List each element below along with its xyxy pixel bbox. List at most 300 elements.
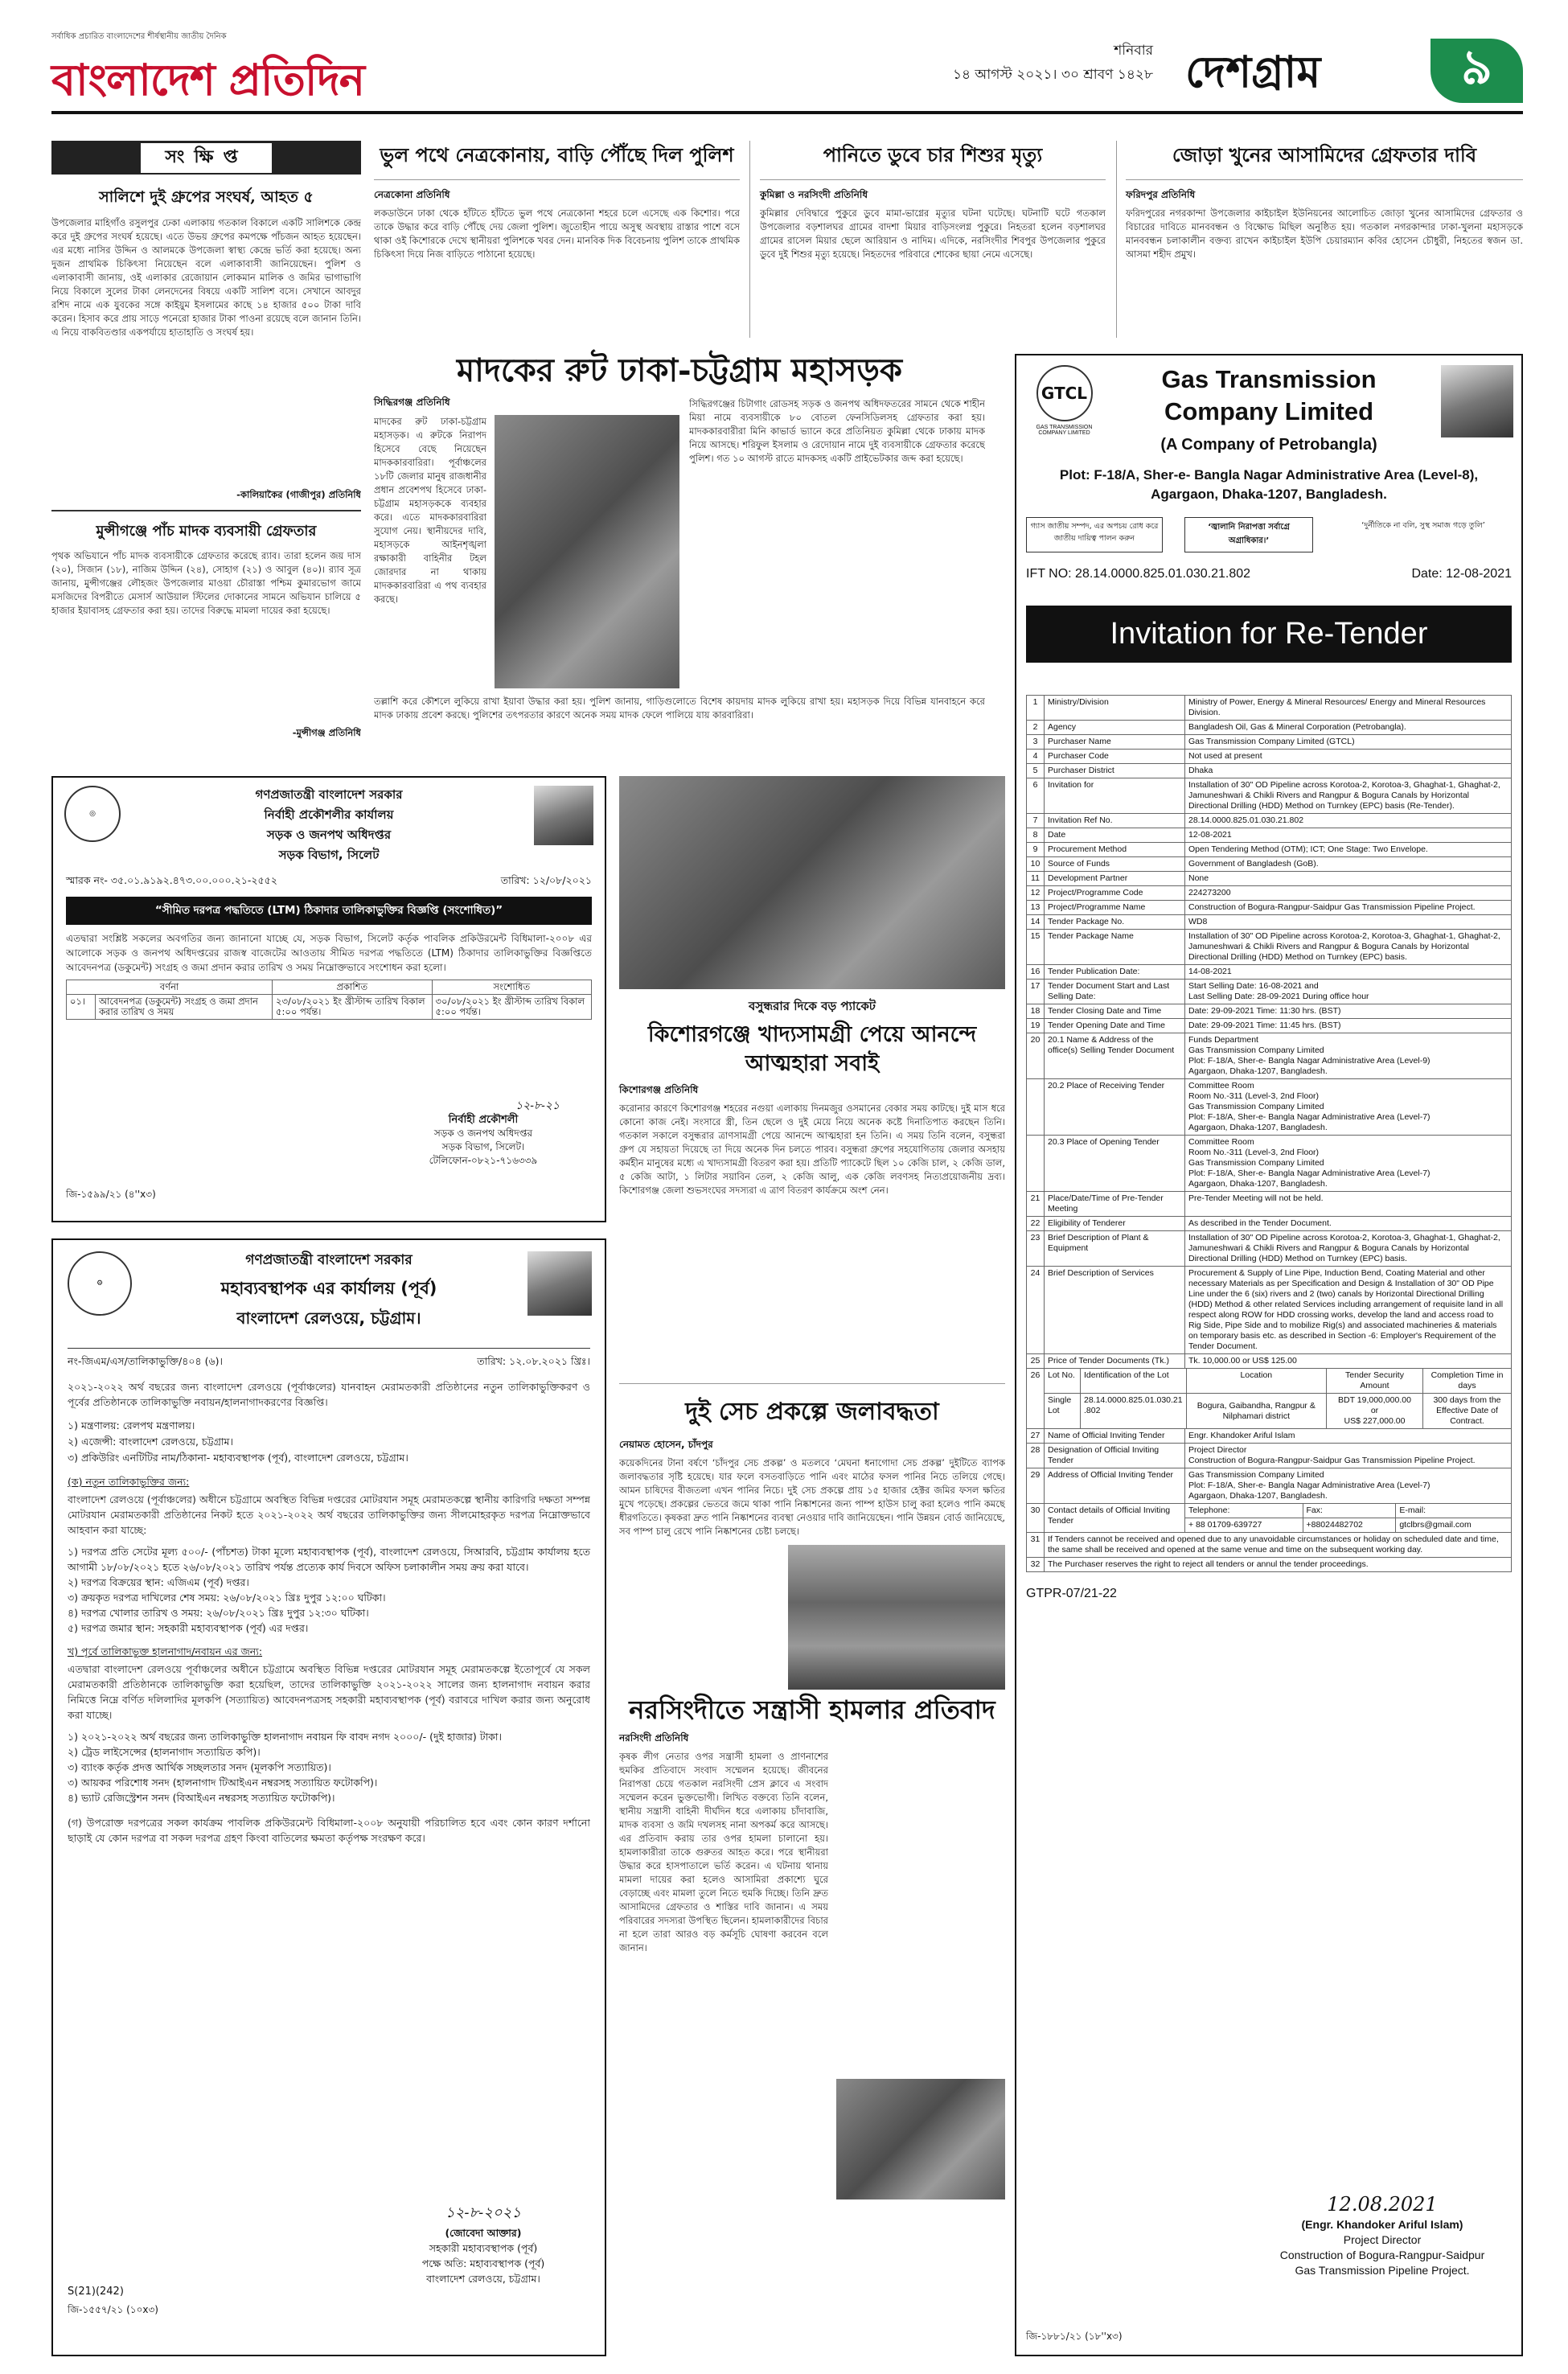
gtcl-address: Plot: F-18/A, Sher-e- Bangla Nagar Administrative Area (Level-8), Agargaon, Dhaka-1207, Bangladesh.: [1059, 467, 1479, 502]
signatory-line: Gas Transmission Pipeline Project.: [1295, 2264, 1470, 2277]
table-cell: 16: [1027, 965, 1045, 980]
table-cell: 2: [1027, 721, 1045, 735]
table-cell: Purchaser Code: [1045, 750, 1185, 764]
table-cell: 5: [1027, 764, 1045, 778]
story-body: লকডাউনে ঢাকা থেকে হাঁটতে হাঁটতে ভুল পথে নেত্রকোনা শহরে চলে এসেছে এক কিশোর। পরে তাকে উদ্ধার করে বাড়ি পৌঁছে দেয় জেলা পুলিশ। জুতোহীন পায়ে অসুস্থ অবস্থায় রাস্তার পাশে বসে থাকা ওই কিশোরকে দেখে স্থানীয়রা পুলিশকে খবর দেন। মানবিক দিক বিবেচনায় পুলিশ তাকে প্রাথমিক চিকিৎসা দিয়ে নিজ বাড়িতে পাঠানো হয়েছে।: [374, 207, 740, 260]
table-cell: E-mail:: [1396, 1504, 1512, 1518]
table-row: [1027, 764, 1512, 778]
signatory-line: বাংলাদেশ রেলওয়ে, চট্টগ্রাম।: [426, 2273, 540, 2285]
table-cell: 14-08-2021: [1185, 965, 1512, 980]
story-byline: নেয়ামত হোসেন, চাঁদপুর: [619, 1439, 713, 1450]
table-cell: Tk. 10,000.00 or US$ 125.00: [1185, 1354, 1512, 1369]
press-conference-photo[interactable]: [836, 2079, 1005, 2199]
table-row: [1027, 1231, 1512, 1267]
story-headline[interactable]: নরসিংদীতে সন্ত্রাসী হামলার প্রতিবাদ: [629, 1694, 995, 1725]
table-row: [1027, 1033, 1512, 1079]
security-or: or: [1370, 1406, 1379, 1415]
story-kicker: বসুন্ধরার দিকে বড় প্যাকেট: [749, 999, 876, 1013]
table-cell: Project Director Construction of Bogura-Rangpur-Saidpur Gas Transmission Pipeline Project.: [1185, 1444, 1512, 1468]
table-cell: Ministry of Power, Energy & Mineral Resources/ Energy and Mineral Resources Division.: [1185, 696, 1512, 721]
table-cell: 7: [1027, 814, 1045, 828]
brief-item: [51, 186, 361, 503]
brief-credit: -কালিয়াকৈর (গাজীপুর) প্রতিনিধি: [236, 489, 361, 500]
table-cell: Not used at present: [1185, 750, 1512, 764]
table-row: [1027, 843, 1512, 857]
security-bdt: BDT 19,000,000.00: [1338, 1395, 1411, 1405]
gtcl-tender-notice: [1015, 354, 1523, 2356]
table-cell: 28.14.0000.825.01.030.21.802: [1185, 814, 1512, 828]
gtcl-logo: [1026, 365, 1102, 462]
table-cell: Installation of 30" OD Pipeline across Korotoa-2, Korotoa-3, Ghaghat-1, Ghaghat-2, Jamuneshwari & Chikli Rivers and Rangpur & Bogura Canals by Horizontal Directional Drilling (HDD) Method on Turnkey (EPC) basis (Re-Tender).: [1185, 778, 1512, 814]
gtcl-logo-text: GAS TRANSMISSION COMPANY LIMITED: [1036, 425, 1093, 436]
memo-date: তারিখ: ১২.০৮.২০২১ খ্রিঃ।: [477, 1355, 590, 1367]
table-cell: Brief Description of Plant & Equipment: [1045, 1231, 1185, 1267]
table-row: [1027, 735, 1512, 750]
table-cell: 29: [1027, 1468, 1045, 1504]
section-heading: খ) পূর্বে তালিকাভুক্ত হালনাগাদ/নবায়ন এর জন্য:: [68, 1645, 263, 1657]
table-cell: Tender Package No.: [1045, 915, 1185, 930]
table-cell: Agency: [1045, 721, 1185, 735]
section-title: দেশগ্রাম: [1185, 46, 1321, 97]
slogan-box: ‘জ্বালানি নিরাপত্তা সর্বাগ্রে অগ্রাধিকার।’: [1184, 517, 1313, 552]
table-cell: Project/Programme Code: [1045, 886, 1185, 901]
table-cell: None: [1185, 872, 1512, 886]
table-cell: Location: [1186, 1369, 1326, 1394]
table-cell: 20.1 Name & Address of the office(s) Selling Tender Document: [1045, 1033, 1185, 1079]
table-cell: 6: [1027, 778, 1045, 814]
table-cell: Purchaser Name: [1045, 735, 1185, 750]
signature: ১২-৮-২১: [515, 1099, 560, 1112]
list-item: ৩) প্রকিউরিং এনটিটির নাম/ঠিকানা- মহাব্যবস্থাপক (পূর্ব), বাংলাদেশ রেলওয়ে, চট্টগ্রাম।: [68, 1452, 408, 1464]
table-cell: Procurement Method: [1045, 843, 1185, 857]
story-body: কয়েকদিনের টানা বর্ষণে ‘চাঁদপুর সেচ প্রকল্প’ ও মতলবে ‘মেঘনা ধনাগোদা সেচ প্রকল্প’ দুইটিতে ব্যাপক জলাবদ্ধতার সৃষ্টি হয়েছে। যার ফলে বসতবাড়িতে পানি এবং মাঠের ফসল পানির নিচে তলিয়ে গেছে। আমন চাষিদের বীজতলা এখন পানির নিচে। দুই সেচ প্রকল্পে প্রায় ১৫ হাজার হেক্টর জমির ফসল ক্ষতির মুখে পড়েছে। প্রকল্পের ভেতরে জমে থাকা পানি নিষ্কাশনের জন্য পাম্প হাউস চালু করা হলেও পানি কমছে ধীরগতিতে। কৃষকরা দ্রুত পানি নিষ্কাশনের ব্যবস্থা নেওয়ার দাবি জানিয়েছেন। পানি উন্নয়ন বোর্ড জানিয়েছে, সব পাম্প চালু রেখে পানি নিষ্কাশনের চেষ্টা চলছে।: [619, 1457, 1005, 1537]
table-cell: Tender Package Name: [1045, 930, 1185, 965]
section-body: বাংলাদেশ রেলওয়ে (পূর্বাঞ্চলের) অধীনে চট্টগ্রামে অবস্থিত বিভিন্ন দপ্তরের মোটরযান সমূহ মেরামতকল্পে স্থানীয় কারিগরি দক্ষতা সম্পন্ন মোটরযান মেরামতকারী প্রতিষ্ঠানের নিকট হতে ২০২১-২০২২ অর্থ বছরের তালিকাভুক্তির জন্য সীলমোহরকৃত দরপত্র নিম্নোক্তভাবে আহবান করা যাচ্ছে:: [68, 1493, 590, 1536]
table-cell: Construction of Bogura-Rangpur-Saidpur Gas Transmission Pipeline Project.: [1185, 901, 1512, 915]
brief-item: [51, 520, 361, 741]
table-cell: 28: [1027, 1444, 1045, 1468]
table-cell: Start Selling Date: 16-08-2021 and Last Selling Date: 28-09-2021 During office hour: [1185, 980, 1512, 1004]
story-byline: ফরিদপুর প্রতিনিধি: [1126, 189, 1196, 200]
table-cell: Date: [1045, 828, 1185, 843]
table-row: [1027, 814, 1512, 828]
table-cell: Identification of the Lot: [1081, 1369, 1187, 1394]
table-cell: gtclbrs@gmail.com: [1396, 1518, 1512, 1533]
table-cell: Bogura, Gaibandha, Rangpur & Nilphamari district: [1186, 1394, 1326, 1429]
masthead-rule: [51, 111, 1523, 114]
table-cell: If Tenders cannot be received and opened due to any unavoidable circumstances or holiday on scheduled date and time, the same shall be received and opened at the same venue and time on the subsequent working day.: [1045, 1533, 1512, 1558]
security-usd: US$ 227,000.00: [1344, 1416, 1406, 1426]
masthead-day: শনিবার: [1114, 43, 1153, 59]
table-cell: [1027, 1079, 1045, 1136]
table-row: [1027, 872, 1512, 886]
table-row: [1027, 886, 1512, 901]
table-cell: Place/Date/Time of Pre-Tender Meeting: [1045, 1192, 1185, 1217]
table-row: [1027, 750, 1512, 764]
table-cell: 27: [1027, 1429, 1045, 1444]
table-cell: 15: [1027, 930, 1045, 965]
signatory-line: পক্ষে অতি: মহাব্যবস্থাপক (পূর্ব): [421, 2257, 545, 2269]
table-cell: Procurement & Supply of Line Pipe, Induction Bend, Coating Material and other necessary Materials as per Specification and Design & Installation of 30" OD Pipe Line under the 6 (six) rivers and 2 (two) canals by Horizontal Directional Drilling (HDD) Method & other related Services including arrangement of requisite land in all respect along ROW for HDD crossing works, develop the land and access road to Rig Side, Pipe Side and to mobilize Rig(s) and associated machineries & materials on temporary basis etc. as described in Section -6: Employer's Requirement of the Tender Document.: [1185, 1267, 1512, 1354]
table-row: [1027, 915, 1512, 930]
brief-headline[interactable]: মুন্সীগঞ্জে পাঁচ মাদক ব্যবসায়ী গ্রেফতার: [96, 523, 317, 540]
table-cell: Brief Description of Services: [1045, 1267, 1185, 1354]
story-headline[interactable]: ভুল পথে নেত্রকোনায়, বাড়ি পৌঁছে দিল পুলিশ: [374, 141, 740, 180]
table-cell: 21: [1027, 1192, 1045, 1217]
memo-number: স্মারক নং- ৩৫.০১.৯১৯২.৪৭৩.০০.০০০.২১-২৫৫২: [66, 874, 277, 886]
table-cell: 14: [1027, 915, 1045, 930]
table-row: [1027, 965, 1512, 980]
list-item: ২) ট্রেড লাইসেন্সের (হালনাগাদ সত্যায়িত কপি)।: [68, 1746, 261, 1758]
list-item: ৩) ক্রয়কৃত দরপত্র দাখিলের শেষ সময়: ২৬/০৮/২০২১ খ্রিঃ দুপুর ১২:০০ ঘটিকা।: [68, 1592, 386, 1604]
table-cell: 13: [1027, 901, 1045, 915]
tender-banner: Invitation for Re-Tender: [1026, 606, 1512, 663]
table-row: [1027, 1267, 1512, 1354]
list-item: ১) ২০২১-২০২২ অর্থ বছরের জন্য তালিকাভুক্তি হালনাগাদ নবায়ন ফি বাবদ নগদ ২০০০/- (দুই হাজার) টাকা।: [68, 1731, 503, 1743]
table-cell: [1027, 1136, 1045, 1192]
signatory-line: Construction of Bogura-Rangpur-Saidpur: [1279, 2249, 1485, 2261]
table-cell: 12-08-2021: [1185, 828, 1512, 843]
masthead-tagline: সর্বাধিক প্রচারিত বাংলাদেশের শীর্ষস্থানীয় জাতীয় দৈনিক: [51, 32, 227, 41]
table-cell: 10: [1027, 857, 1045, 872]
table-row: [1027, 1192, 1512, 1217]
table-row: [1027, 1079, 1512, 1136]
table-row: [1027, 721, 1512, 735]
table-cell: 20: [1027, 1033, 1045, 1079]
table-cell: 32: [1027, 1558, 1045, 1572]
table-cell: 19: [1027, 1019, 1045, 1033]
table-row: [1027, 696, 1512, 721]
drug-route-story: [374, 346, 985, 764]
ad-reference: জি-১৮৮১/২১ (১৮''x৩): [1026, 2331, 1123, 2342]
signatory-line: সহকারী মহাব্যবস্থাপক (পূর্ব): [429, 2242, 538, 2254]
list-item: ৪) দরপত্র খোলার তারিখ ও সময়: ২৬/০৮/২০২১ খ্রিঃ দুপুর ১২:৩০ ঘটিকা।: [68, 1607, 369, 1619]
top-story: [760, 141, 1106, 342]
railway-tender-notice: [51, 1238, 606, 2356]
newspaper-logo[interactable]: বাংলাদেশ প্রতিদিন: [51, 54, 364, 105]
signatory-title: নির্বাহী প্রকৌশলী: [448, 1114, 519, 1126]
table-row: [1027, 828, 1512, 843]
table-cell: Committee Room Room No.-311 (Level-3, 2nd Floor) Gas Transmission Company Limited Plot: F-18/A, Sher-e- Bangla Nagar Administrative Area (Level-7) Agargaon, Dhaka-1207, Bangladesh.: [1185, 1079, 1512, 1136]
list-item: ৫) দরপত্র জমার স্থান: সহকারী মহাব্যবস্থাপক (পূর্ব) এর দপ্তর।: [68, 1622, 309, 1634]
gtcl-title: Gas Transmission Company Limited: [1161, 365, 1377, 425]
story-headline[interactable]: জোড়া খুনের আসামিদের গ্রেফতার দাবি: [1126, 141, 1523, 180]
signature-block: [375, 1099, 592, 1168]
table-row: [1027, 930, 1512, 965]
signatory-name: (Engr. Khandoker Ariful Islam): [1301, 2218, 1463, 2231]
table-cell: Installation of 30" OD Pipeline across Korotoa-2, Korotoa-3, Ghaghat-1, Ghaghat-2, Jamuneshwari & Chikli Rivers and Rangpur & Bogura Canals by Horizontal Directional Drilling (HDD) Method on Turnkey (EPC) basis.: [1185, 1231, 1512, 1267]
brief-body: উপজেলার মাহিগাঁও রসুলপুর ঢেকা এলাকায় গতকাল বিকালে একটি সালিশকে কেন্দ্র করে দুই গ্রুপের সংঘর্ষ হয়েছে। এতে উভয় গ্রুপের কমপক্ষে পাঁচজন আহত হয়েছেন। এর মধ্যে নাসির উদ্দিন ও আলমকে উপজেলা স্বাস্থ্য কেন্দ্রে ভর্তি করা হয়েছে। অন্য দুজন প্রাথমিক চিকিৎসা নিয়েছেন বলে এলাকাবাসী জানিয়েছেন। পুলিশ ও এলাকাবাসী জানায়, ওই এলাকার রেজোয়ান লোকমান মালিক ও জমির ভাগাভাগি নিয়ে বিকালে সুলের টাকা লেনদেনের বিষয়ে একটি সালিশ বসে। সেখানে আবদুর রশিদ নামে এক যুবকের সঙ্গে কাইয়ুম ইসলামের কাছে ১৪ হাজার ৫০০ টাকা দাবি করেন। হিসাব করে প্রায় সাড়ে পনেরো হাজার টাকা পাওনা রয়েছে বলে জানান তিনি। এ নিয়ে বাকবিতণ্ডার একপর্যায়ে হাতাহাতি ও সংঘর্ষ হয়।: [51, 217, 361, 338]
notice-table: [66, 980, 592, 1020]
table-cell: As described in the Tender Document.: [1185, 1217, 1512, 1231]
table-cell: Address of Official Inviting Tender: [1045, 1468, 1185, 1504]
signatory-name: (জোবেদা আক্তার): [445, 2227, 522, 2239]
table-cell: 18: [1027, 1004, 1045, 1019]
story-body: তল্লাশি করে কৌশলে লুকিয়ে রাখা ইয়াবা উদ্ধার করা হয়। পুলিশ জানায়, গাড়িগুলোতে বিশেষ কায়দায় মাদক লুকিয়ে রাখা হয়। মহাসড়ক দিয়ে বিভিন্ন যানবাহনে করে মাদক ঢাকায় প্রবেশ করছে। পুলিশের তৎপরতার কারণে অনেক সময় মাদক ফেলে পালিয়ে যায় কারবারিরা।: [374, 696, 985, 721]
table-cell: 12: [1027, 886, 1045, 901]
slogan-box: গ্যাস জাতীয় সম্পদ, এর অপচয় রোধ করে জাতীয় দায়িত্ব পালন করুন: [1026, 517, 1163, 552]
table-cell: Eligibility of Tenderer: [1045, 1217, 1185, 1231]
mujib-borsho-logo: [1441, 365, 1513, 437]
notice-list: [68, 1418, 590, 1466]
story-headline[interactable]: মাদকের রুট ঢাকা-চট্টগ্রাম মহাসড়ক: [457, 351, 902, 389]
slogan-box: ‘দুর্নীতিকে না বলি, সুস্থ সমাজ গড়ে তুলি’: [1361, 521, 1485, 530]
table-cell: + 88 01709-639727: [1185, 1518, 1303, 1533]
brief-divider: [51, 510, 361, 511]
story-byline: কিশোরগঞ্জ প্রতিনিধি: [619, 1084, 699, 1095]
masthead-date: ১৪ আগস্ট ২০২১। ৩০ শ্রাবণ ১৪২৮: [952, 67, 1153, 83]
table-cell: 26: [1027, 1369, 1045, 1429]
tender-table: [1026, 695, 1512, 1369]
table-cell: Bangladesh Oil, Gas & Mineral Corporation (Petrobangla).: [1185, 721, 1512, 735]
table-cell: 3: [1027, 735, 1045, 750]
table-cell: Invitation Ref No.: [1045, 814, 1185, 828]
food-distribution-photo[interactable]: [619, 776, 1005, 989]
table-cell: Government of Bangladesh (GoB).: [1185, 857, 1512, 872]
table-cell: 300 days from the Effective Date of Contract.: [1423, 1394, 1512, 1429]
notice-header: [66, 786, 592, 866]
waterlogging-photo[interactable]: [788, 1545, 1005, 1690]
ad-reference: জি-১৫৯৯/২১ (৪''x৩): [66, 1189, 156, 1200]
ad-code: GTPR-07/21-22: [1026, 1587, 1117, 1600]
table-cell: The Purchaser reserves the right to reject all tenders or annul the tender proceedings.: [1045, 1558, 1512, 1572]
signatory-line: Project Director: [1343, 2233, 1422, 2246]
table-cell: Lot No.: [1045, 1369, 1081, 1394]
signature-block: [375, 2205, 592, 2286]
mujib-borsho-logo: [527, 1251, 592, 1316]
table-header: সংশোধিত: [432, 980, 592, 995]
memo-row: [68, 1348, 590, 1371]
story-headline[interactable]: কিশোরগঞ্জে খাদ্যসামগ্রী পেয়ে আনন্দে আত্মহারা সবাই: [647, 1022, 977, 1076]
signature: ১২-৮-২০২১: [445, 2204, 522, 2221]
story-body: কুমিল্লার দেবিদ্বারে পুকুরে ডুবে মামা-ভাগ্নের মৃত্যুর ঘটনা ঘটেছে। ঘটনাটি ঘটে গতকাল উপজেলার বড়শালঘর গ্রামের বাদশা মিয়ার বাড়িসংলগ্ন পুকুরে। নিহতরা হলেন বড়শালঘর গ্রামের রাসেল মিয়ার ছেলে আরিয়ান ও নাদিম। এদিকে, নরসিংদীর শিবপুর উপজেলার পুকুরে ডুবে দুই শিশুর মৃত্যু হয়েছে। নিহতদের পরিবারে শোকের ছায়া নেমে এসেছে।: [760, 207, 1106, 260]
table-cell: Single Lot: [1045, 1394, 1081, 1429]
table-cell: Fax:: [1303, 1504, 1396, 1518]
table-cell: Designation of Official Inviting Tender: [1045, 1444, 1185, 1468]
table-cell: ০১।: [67, 995, 96, 1020]
table-cell: 31: [1027, 1533, 1045, 1558]
table-row: [1027, 778, 1512, 814]
notice-header-line: বাংলাদেশ রেলওয়ে, চট্টগ্রাম।: [236, 1308, 421, 1328]
table-cell: 30: [1027, 1504, 1045, 1533]
story-byline: সিদ্ধিরগঞ্জ প্রতিনিধি: [374, 396, 450, 408]
memo-date: তারিখ: ১২/০৮/২০২১: [500, 874, 592, 886]
notice-header-line: গণপ্রজাতন্ত্রী বাংলাদেশ সরকার: [255, 787, 403, 802]
table-cell: Installation of 30" OD Pipeline across Korotoa-2, Korotoa-3, Ghaghat-1, Ghaghat-2, Jamuneshwari & Chikli Rivers and Rangpur & Bogura Canals by Horizontal Directional Drilling (HDD) Method on Turnkey (EPC) basis.: [1185, 930, 1512, 965]
drug-seizure-photo[interactable]: [495, 415, 679, 688]
notice-header-line: সড়ক ও জনপথ অধিদপ্তর: [266, 828, 392, 842]
table-cell: ২৩/০৮/২০২১ ইং খ্রীস্টাব্দ তারিখ বিকাল ৫:০০ পর্যন্ত।: [273, 995, 433, 1020]
top-story: [1126, 141, 1523, 342]
story-headline[interactable]: দুই সেচ প্রকল্পে জলাবদ্ধতা: [685, 1398, 939, 1426]
table-cell: WD8: [1185, 915, 1512, 930]
story-byline: নরসিংদী প্রতিনিধি: [619, 1732, 689, 1744]
table-cell: Engr. Khandoker Ariful Islam: [1185, 1429, 1512, 1444]
table-row: [1027, 857, 1512, 872]
table-row: [1027, 1354, 1512, 1369]
ift-date: Date: 12-08-2021: [1411, 567, 1512, 581]
table-cell: Source of Funds: [1045, 857, 1185, 872]
masthead: [51, 16, 1523, 137]
table-row: [1027, 1136, 1512, 1192]
table-cell: 28.14.0000.825.01.030.21 .802: [1081, 1394, 1187, 1429]
ift-number: IFT NO: 28.14.0000.825.01.030.21.802: [1026, 567, 1251, 581]
table-cell: Invitation for: [1045, 778, 1185, 814]
table-cell: 4: [1027, 750, 1045, 764]
table-row: [1027, 1468, 1512, 1504]
signatory-line: সড়ক বিভাগ, সিলেট।: [441, 1141, 525, 1152]
table-cell: Tender Security Amount: [1327, 1369, 1423, 1394]
gtcl-subtitle: (A Company of Petrobangla): [1160, 436, 1377, 454]
brief-credit: -মুন্সীগঞ্জ প্রতিনিধি: [292, 727, 361, 738]
brief-body: পৃথক অভিযানে পাঁচ মাদক ব্যবসায়ীকে গ্রেফতার করেছে র‌্যাব। তারা হলেন জয় দাস (২০), সিজান (১৮), নাজিম উদ্দিন (২৪), সোহাগ (২১) ও আবুল (৪০)। র‌্যাব সূত্র জানায়, মুন্সীগঞ্জের লৌহজং উপজেলার মাওয়া চৌরাস্তা পশ্চিম কুমারভোগ জামে মসজিদের বিপরীতে মেসার্স আউয়াল স্টিলের দোকানের সামনে অভিযান চালিয়ে ৫ হাজার ইয়াবাসহ গ্রেফতার করা হয়। তাদের বিরুদ্ধে মামলা দায়ের করা হয়েছে।: [51, 550, 361, 616]
food-story: [619, 997, 1005, 1375]
table-cell: Gas Transmission Company Limited (GTCL): [1185, 735, 1512, 750]
table-cell: 9: [1027, 843, 1045, 857]
table-cell: Development Partner: [1045, 872, 1185, 886]
notice-intro: ২০২১-২০২২ অর্থ বছরের জন্য বাংলাদেশ রেলওয়ে (পূর্বাঞ্চলের) যানবাহন মেরামতকারী প্রতিষ্ঠানের নতুন তালিকাভুক্তিকরণ ও পূর্বের প্রতিষ্ঠানকে তালিকাভুক্তি নবায়ন/হালনাগাদকরণের বিজ্ঞপ্তি।: [68, 1381, 590, 1408]
table-cell: [1327, 1394, 1423, 1429]
railway-logo: ⚙: [68, 1251, 132, 1316]
table-cell: Open Tendering Method (OTM); ICT; One Stage: Two Envelope.: [1185, 843, 1512, 857]
table-cell: 224273200: [1185, 886, 1512, 901]
government-seal: ◎: [64, 786, 121, 842]
table-cell: ৩০/০৮/২০২১ ইং খ্রীস্টাব্দ তারিখ বিকাল ৫:০০ পর্যন্ত।: [432, 995, 592, 1020]
ad-reference: জি-১৫৫৭/২১ (১০x৩): [68, 2304, 158, 2315]
rhd-tender-notice: [51, 776, 606, 1222]
table-cell: Tender Closing Date and Time: [1045, 1004, 1185, 1019]
brief-banner: [51, 141, 361, 175]
table-cell: 11: [1027, 872, 1045, 886]
notice-closing: (গ) উপরোক্ত দরপত্রের সকল কার্যক্রম পাবলিক প্রকিউরমেন্ট বিধিমালা-২০০৮ অনুযায়ী পরিচালিত হবে এবং কোন কারণ দর্শানো ছাড়াই যে কোন দরপত্র বা সকল দরপত্র গ্রহণ কিংবা বাতিলের ক্ষমতা কর্তৃপক্ষ সংরক্ষণ করে।: [68, 1817, 590, 1844]
table-row: [1027, 1444, 1512, 1468]
list-item: ৩) আয়কর পরিশোধ সনদ (হালনাগাদ টিআইএন নম্বরসহ সত্যায়িত ফটোকপি)।: [68, 1776, 378, 1789]
page-number: ৯: [1461, 39, 1492, 96]
table-cell: Committee Room Room No.-311 (Level-3, 2nd Floor) Gas Transmission Company Limited Plot: F-18/A, Sher-e- Bangla Nagar Administrative Area (Level-7) Agargaon, Dhaka-1207, Bangladesh.: [1185, 1136, 1512, 1192]
mujib-borsho-logo: [534, 786, 593, 845]
tender-table: [1026, 1428, 1512, 1504]
page-number-badge: [1430, 39, 1523, 103]
notice-header-line: সড়ক বিভাগ, সিলেট: [278, 848, 380, 862]
table-cell: Gas Transmission Company Limited Plot: F-18/A, Sher-e- Bangla Nagar Administrative Area (Level-7) Agargaon, Dhaka-1207, Bangladesh.: [1185, 1468, 1512, 1504]
table-row: [1027, 1019, 1512, 1033]
table-cell: Pre-Tender Meeting will not be held.: [1185, 1192, 1512, 1217]
list-item: ২) দরপত্র বিক্রয়ের স্থান: এজিএম (পূর্ব) দপ্তর।: [68, 1576, 249, 1588]
table-row: [1027, 901, 1512, 915]
section-heading: (ক) নতুন তালিকাভুক্তির জন্য:: [68, 1476, 190, 1488]
table-cell: Contact details of Official Inviting Tender: [1045, 1504, 1185, 1533]
table-cell: 22: [1027, 1217, 1045, 1231]
table-cell: 1: [1027, 696, 1045, 721]
brief-column: [51, 141, 361, 776]
table-cell: Tender Publication Date:: [1045, 965, 1185, 980]
story-body: করোনার কারণে কিশোরগঞ্জ শহরের নগুয়া এলাকায় দিনমজুর ওসমানের বেকার সময় কাটছে। দুই মাস ধরে কোনো কাজ নেই। সংসারে স্ত্রী, তিন ছেলে ও দুই মেয়ে নিয়ে অনেক কষ্টে দিনাতিপাত করছেন তিনি। গতকাল সকালে বসুন্ধরার ত্রাণসামগ্রী পেয়ে আনন্দে আত্মহারা হন তিনি। এ সময় তিনি বলেন, বসুন্ধরা গ্রুপ যে সহায়তা দিয়েছে তা দিয়ে অনেক দিন চলতে পারব। বসুন্ধরা গ্রুপের সহযোগিতায় জেলার অসহায় কর্মহীন মানুষের মধ্যে এ খাদ্যসামগ্রী বিতরণ করা হয়। প্রতিটি প্যাকেটে ছিল ১০ কেজি চাল, ২ কেজি ডাল, ৫ কেজি আটা, ১ লিটার সয়াবিন তেল, ২ কেজি আলু, এক কেজি লবণসহ নিত্যপ্রয়োজনীয় দ্রব্য। কিশোরগঞ্জ জেলা শুভসংঘের সদস্যরা এ ত্রাণ বিতরণ কার্যক্রমে অংশ নেন।: [619, 1103, 1005, 1196]
narsingdi-story: [619, 1693, 1005, 2360]
top-story: [374, 141, 740, 342]
table-cell: Tender Document Start and Last Selling Date:: [1045, 980, 1185, 1004]
terms-table: [1026, 1532, 1512, 1572]
story-body: ফরিদপুরের নগরকান্দা উপজেলার কাইচাইল ইউনিয়নের আলোচিত জোড়া খুনের আসামিদের গ্রেফতার ও বিচারের দাবিতে মানববন্ধন ও বিক্ষোভ মিছিল অনুষ্ঠিত হয়। গতকাল নগরকান্দার ঢাকা-খুলনা মহাসড়কে মানববন্ধন চলাকালীন বক্তব্য রাখেন কাইচাইল ইউপি চেয়ারম্যান কবির হোসেন চৌধুরী, নিহতের স্বজন ডা. আসমা শহীদ প্রমুখ।: [1126, 207, 1523, 260]
notice-list: [68, 1729, 590, 1805]
table-row: [1027, 980, 1512, 1004]
list-item: ২) এজেন্সী: বাংলাদেশ রেলওয়ে, চট্টগ্রাম।: [68, 1435, 233, 1448]
notice-header-line: মহাব্যবস্থাপক এর কার্যালয় (পূর্ব): [220, 1279, 437, 1298]
table-cell: Project/Programme Name: [1045, 901, 1185, 915]
notice-body: এতদ্বারা সংশ্লিষ্ট সকলের অবগতির জন্য জানানো যাচ্ছে যে, সড়ক বিভাগ, সিলেট কর্তৃক পাবলিক প্রকিউরমেন্ট বিধিমালা-২০০৮ এর আলোকে সড়ক ও জনপথ অধিদপ্তরের রাজস্ব বাজেটের আওতায় সীমিত দরপত্র পদ্ধতিতে (LTM) ঠিকাদার তালিকাভুক্তির বিজ্ঞপ্তিতে আবেদনপত্র (ডকুমেন্ট) সংগ্রহ ও জমা প্রদান করার তারিখ ও সময় নিম্নোক্তভাবে সংশোধন করা হলো।: [66, 933, 592, 973]
table-cell: Date: 29-09-2021 Time: 11:45 hrs. (BST): [1185, 1019, 1512, 1033]
notice-header-line: গণপ্রজাতন্ত্রী বাংলাদেশ সরকার: [245, 1252, 413, 1268]
memo-row: [66, 874, 592, 890]
table-header: প্রকাশিত: [273, 980, 433, 995]
signatory-line: সড়ক ও জনপথ অধিদপ্তর: [433, 1127, 533, 1139]
story-byline: নেত্রকোনা প্রতিনিধি: [374, 189, 450, 200]
gtcl-logo-mark: GTCL: [1036, 365, 1093, 421]
list-item: ৪) ভ্যাট রেজিস্ট্রেশন সনদ (বিআইএন নম্বরসহ সত্যায়িত ফটোকপি)।: [68, 1792, 335, 1804]
notice-list: [68, 1544, 590, 1636]
table-cell: 8: [1027, 828, 1045, 843]
story-byline: কুমিল্লা ও নরসিংদী প্রতিনিধি: [760, 189, 868, 200]
story-body: মাদকের রুট ঢাকা-চট্টগ্রাম মহাসড়ক। এ রুটকে নিরাপদ হিসেবে বেছে নিয়েছেন মাদককারবারিরা। পূর্বাঞ্চলের ১৮টি জেলার মানুষ রাজধানীর প্রধান প্রবেশপথ হিসেবে ঢাকা-চট্টগ্রাম মহাসড়ককে ব্যবহার করে। এতে মাদককারবারিরা সুযোগ নেয়। স্থানীয়দের দাবি, মহাসড়কে আইনশৃঙ্খলা রক্ষাকারী বাহিনীর টহল জোরদার না থাকায় মাদককারবারিরা এ পথ ব্যবহার করছে।: [374, 416, 486, 605]
table-cell: Dhaka: [1185, 764, 1512, 778]
story-body: সিদ্ধিরগঞ্জের চিটাগাং রোডসহ সড়ক ও জনপথ অধিদফতরের সামনে থেকে শাহীন মিয়া নামে ব্যবসায়ীকে ৮০ বোতল ফেনসিডিলসহ গ্রেফতার করা হয়। মাদককারবারীরা মিনি কাভার্ড ভ্যানে করে প্রতিনিয়ত কুমিল্লা থেকে ঢাকায় মাদক নিয়ে আসছে। শরিফুল ইসলাম ও রেদোয়ান নামে দুই ব্যবসায়ীকে গ্রেফতার করেছে পুলিশ। গত ১০ আগস্ট রাতে মাদকসহ একটি প্রাইভেটকার জব্দ করা হয়েছে।: [689, 398, 985, 464]
story-body: কৃষক লীগ নেতার ওপর সন্ত্রাসী হামলা ও প্রাণনাশের হুমকির প্রতিবাদে সংবাদ সম্মেলন হয়েছে। জীবনের নিরাপত্তা চেয়ে গতকাল নরসিংদী প্রেস ক্লাবে এ সংবাদ সম্মেলন করেন ভুক্তভোগী। লিখিত বক্তব্যে তিনি বলেন, স্থানীয় সন্ত্রাসী বাহিনী দীর্ঘদিন ধরে এলাকায় চাঁদাবাজি, মাদক ব্যবসা ও জমি দখলসহ নানা অপকর্ম করে আসছে। এর প্রতিবাদ করায় তার ওপর হামলা চালানো হয়। হামলাকারীরা তাকে গুরুতর আহত করে। পরে স্থানীয়রা উদ্ধার করে হাসপাতালে ভর্তি করেন। এ ঘটনায় থানায় মামলা দায়ের করা হলেও আসামিরা প্রকাশ্যে ঘুরে বেড়াচ্ছে এবং মামলা তুলে নিতে হুমকি দিচ্ছে। তিনি দ্রুত আসামিদের গ্রেফতার ও শাস্তির দাবি জানান। এ সময় পরিবারের সদস্যরা উপস্থিত ছিলেন। হামলাকারীদের বিচার না হলে তারা আরও বড় কর্মসূচি ঘোষণা করবেন বলে জানান।: [619, 1751, 828, 1953]
table-cell: Tender Opening Date and Time: [1045, 1019, 1185, 1033]
table-cell: 24: [1027, 1267, 1045, 1354]
memo-number: নং-জিএম/এস/তালিকাভুক্তি/৪০৪ (৬)।: [68, 1355, 223, 1367]
table-cell: 17: [1027, 980, 1045, 1004]
signature: 12.08.2021: [1327, 2193, 1438, 2216]
table-cell: Date: 29-09-2021 Time: 11:30 hrs. (BST): [1185, 1004, 1512, 1019]
table-cell: 20.3 Place of Opening Tender: [1045, 1136, 1185, 1192]
table-cell: 25: [1027, 1354, 1045, 1369]
brief-headline[interactable]: সালিশে দুই গ্রুপের সংঘর্ষ, আহত ৫: [99, 188, 314, 206]
lot-table: [1026, 1368, 1512, 1429]
table-row: [1027, 1217, 1512, 1231]
contact-table: [1026, 1503, 1512, 1533]
slogan-row: [1026, 517, 1512, 552]
table-row: [1027, 1004, 1512, 1019]
notice-header: [68, 1250, 590, 1333]
table-cell: +88024482702: [1303, 1518, 1396, 1533]
table-cell: Purchaser District: [1045, 764, 1185, 778]
brief-title: সংক্ষিপ্ত: [141, 143, 271, 173]
table-cell: Funds Department Gas Transmission Company Limited Plot: F-18/A, Sher-e- Bangla Nagar Administrative Area (Level-9) Agargaon, Dhaka-1207, Bangladesh.: [1185, 1033, 1512, 1079]
ad-code: S(21)(242): [68, 2286, 124, 2298]
list-item: ১) মন্ত্রণালয়: রেলপথ মন্ত্রণালয়।: [68, 1419, 195, 1431]
signatory-line: টেলিফোন-০৮২১-৭১৬৩৩৯: [429, 1155, 538, 1166]
signature-block: [1258, 2193, 1507, 2278]
table-cell: Ministry/Division: [1045, 696, 1185, 721]
story-headline[interactable]: পানিতে ডুবে চার শিশুর মৃত্যু: [760, 141, 1106, 180]
table-cell: 23: [1027, 1231, 1045, 1267]
table-cell: Price of Tender Documents (Tk.): [1045, 1354, 1185, 1369]
table-row: [1027, 1429, 1512, 1444]
table-cell: 20.2 Place of Receiving Tender: [1045, 1079, 1185, 1136]
table-cell: Telephone:: [1185, 1504, 1303, 1518]
table-cell: Name of Official Inviting Tender: [1045, 1429, 1185, 1444]
section-body: এতদ্বারা বাংলাদেশ রেলওয়ে পূর্বাঞ্চলের অধীনে চট্টগ্রামে অবস্থিত বিভিন্ন দপ্তরের মোটরযান সমূহ মেরামতকল্পে ইতোপূর্বে যে সকল মেরামতকারী প্রতিষ্ঠানকে তালিকাভুক্তি করা হয়েছিল, তাদের তালিকাভুক্তি ২০২১-২০২২ সালের জন্য হালনাগাদ নবায়ন করার নিমিত্তে নিম্নে বর্ণিত দলিলাদির মূলকপি (সত্যায়িত) আবেদনপত্রসহ সহকারী মহাব্যবস্থাপক (পূর্ব) বরাবরে দাখিল করার জন্য অনুরোধ করা যাচ্ছে।: [68, 1663, 590, 1721]
list-item: ৩) ব্যাংক কর্তৃক প্রদত্ত আর্থিক সচ্ছলতার সনদ (মূলকপি সত্যায়িত)।: [68, 1761, 331, 1773]
table-cell: Completion Time in days: [1423, 1369, 1512, 1394]
notice-title: “সীমিত দরপত্র পদ্ধতিতে (LTM) ঠিকাদার তালিকাভুক্তির বিজ্ঞপ্তি (সংশোধিত)”: [66, 897, 592, 925]
notice-header-line: নির্বাহী প্রকৌশলীর কার্যালয়: [264, 807, 394, 822]
column-rule: [1116, 141, 1117, 338]
table-header: বর্ণনা: [67, 980, 273, 995]
ift-row: [1026, 567, 1512, 581]
table-cell: আবেদনপত্র (ডকুমেন্ট) সংগ্রহ ও জমা প্রদান করার তারিখ ও সময়: [96, 995, 273, 1020]
column-rule: [749, 141, 750, 338]
list-item: ১) দরপত্র প্রতি সেটের মূল্য ৫০০/- (পাঁচশত) টাকা মূল্যে মহাব্যবস্থাপক (পূর্ব), বাংলাদেশ রেলওয়ে, সিআরবি, চট্টগ্রাম কার্যালয় হতে আগামী ১৮/০৮/২০২১ হতে ২৬/০৮/২০২১ তারিখ পর্যন্ত প্রত্যেক কার্য দিবসে অফিস চলাকালীন সময় ক্রয় করা যাবে।: [68, 1546, 590, 1573]
